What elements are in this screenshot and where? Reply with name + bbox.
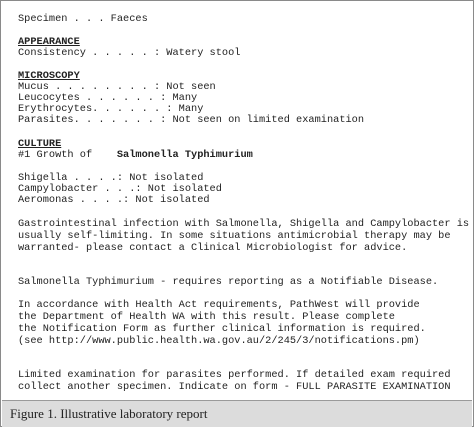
microscopy-header: MICROSCOPY bbox=[18, 70, 80, 82]
health-act-line-1: In accordance with Health Act requirements, PathWest will provide bbox=[18, 299, 420, 311]
consistency-line: Consistency . . . . . : Watery stool bbox=[18, 47, 241, 59]
comment-line-3: warranted- please contact a Clinical Microbiologist for advice. bbox=[18, 242, 408, 254]
parasites-line: Parasites. . . . . . . : Not seen on limited examination bbox=[18, 114, 365, 126]
erythrocytes-line: Erythrocytes. . . . . . : Many bbox=[18, 103, 204, 115]
limited-exam-line-2: collect another specimen. Indicate on form - FULL PARASITE EXAMINATION bbox=[18, 381, 451, 393]
mucus-line: Mucus . . . . . . . . : Not seen bbox=[18, 81, 216, 93]
comment-line-2: usually self-limiting. In some situations antimicrobial therapy may be bbox=[18, 230, 451, 242]
comment-line-1: Gastrointestinal infection with Salmonella, Shigella and Campylobacter is bbox=[18, 218, 470, 230]
health-act-line-3: the Notification Form as further clinical information is required. bbox=[18, 323, 426, 335]
organism-name: Salmonella Typhimurium bbox=[116, 149, 253, 161]
specimen-line: Specimen . . . Faeces bbox=[18, 13, 148, 25]
aeromonas-line: Aeromonas . . . .: Not isolated bbox=[18, 194, 210, 206]
growth-prefix: #1 Growth of bbox=[18, 149, 93, 161]
limited-exam-line-1: Limited examination for parasites performed. If detailed exam required bbox=[18, 369, 451, 381]
growth-line bbox=[18, 149, 253, 161]
figure-caption-bar bbox=[2, 400, 472, 427]
figure-caption: Figure 1. Illustrative laboratory report bbox=[10, 406, 208, 421]
appearance-header: APPEARANCE bbox=[18, 36, 80, 48]
notifiable-line: Salmonella Typhimurium - requires reporting as a Notifiable Disease. bbox=[18, 276, 439, 288]
shigella-line: Shigella . . . .: Not isolated bbox=[18, 172, 204, 184]
leucocytes-line: Leucocytes . . . . . . : Many bbox=[18, 92, 198, 104]
health-act-line-4: (see http://www.public.health.wa.gov.au/2/245/3/notifications.pm) bbox=[18, 335, 420, 347]
culture-header: CULTURE bbox=[18, 138, 62, 150]
lab-report bbox=[2, 2, 472, 399]
health-act-line-2: the Department of Health WA with this result. Please complete bbox=[18, 311, 395, 323]
campylobacter-line: Campylobacter . . .: Not isolated bbox=[18, 183, 222, 195]
